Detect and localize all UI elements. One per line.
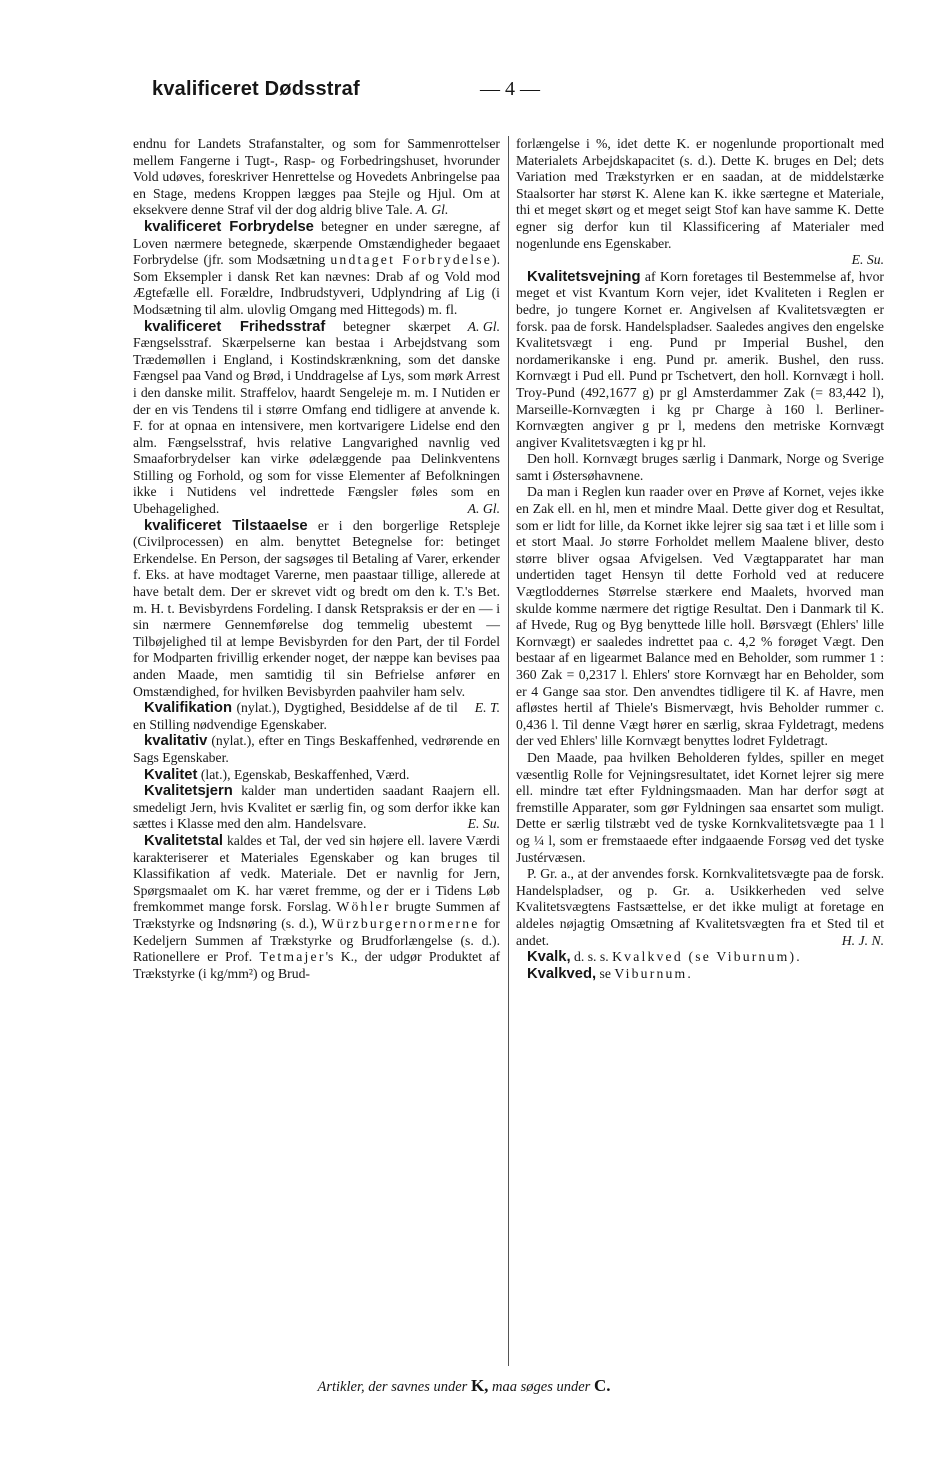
author-signature: E. T.: [474, 700, 500, 716]
entry-kvalitativ: kvalitativ (nylat.), efter en Tings Beskaffenhed, vedrørende en Sags Egenskaber.: [133, 733, 500, 765]
paragraph: Den holl. Kornvægt bruges særlig i Danmark, Norge og Sverige samt i Østersøhavnene.: [516, 451, 884, 483]
paragraph: P. Gr. a., at der anvendes forsk. Kornkvalitetsvægte paa de forsk. Handelspladser, og p. Gr. a. Usikkerheden ved selve Kvalitetsvægtens Fastsættelse, er det ikke muligt at foretage en aldeles nøjagtig Omsætning af Kvalitetsvægten fra et Sted til et andet. H. J. N.: [516, 866, 884, 948]
letter-c: C.: [593, 1376, 611, 1395]
running-headword: kvalificeret Dødsstraf: [152, 78, 360, 100]
entry-headword: kvalitativ: [144, 733, 208, 750]
author-signature: A. Gl.: [467, 318, 500, 334]
entry-kvalitetsvejning: Kvalitetsvejning af Korn foretages til Bestemmelse af, hvor meget et vist Kvantum Korn vejer, idet Kvaliteten i Reglen er bedre, jo tungere Kornet er. Angivelsen af Kvalitetsvægten er forsk. paa de forsk. Handelspladser. Saaledes angives den engelske Kvalitetsvægt i eng. Pund pr Imperial Bushel, den nordamerikanske i eng. Pund pr. amerik. Bushel, den russ. Kornvægt i Pud ell. Pund pr Tschetvert, den holl. Kornvægt i holl. Troy-Pund (492,1677 g) pr gl Amsterdammer Zak (= 83,442 l), Marseille-Kornvægten i kg pr Charge à 160 l. Berliner-Kornvægten angiver g pr l, medens den metriske Kornvægt angiver Kvalitetsvægten i kg pr hl.: [516, 268, 884, 450]
author-signature: A. Gl.: [467, 501, 500, 517]
entry-headword: kvalificeret Frihedsstraf: [144, 318, 326, 335]
footer-note: Artikler, der savnes under K, maa søges under C.: [317, 1376, 611, 1395]
entry-kvalitet: Kvalitet (lat.), Egenskab, Beskaffenhed, Værd.: [144, 766, 410, 783]
entry-headword: Kvalk,: [527, 949, 571, 966]
author-signature: E. Su.: [467, 816, 500, 832]
entry-kvalk: Kvalk, d. s. s. Kvalkved (se Viburnum).: [527, 949, 802, 966]
entry-kvalifikation: Kvalifikation (nylat.), Dygtighed, Besiddelse af de til en Stilling nødvendige Egenskaber.: [133, 700, 458, 732]
paragraph: Den Maade, paa hvilken Beholderen fyldes, spiller en meget væsentlig Rolle for Vejningsresultatet, idet Kornet lejrer sig mere ell. mindre tæt efter Fyldningsmaaden. Man har derfor søgt at fremstille Apparater, som gør Fyldningen saa ensartet som muligt. Dette er særlig tilstræbt ved de tyske Kornkvalitetsvægte paa 1 l og ¼ l, som er fremstaaede efter indgaaende Forsøg ved det tyske Justérvæsen.: [516, 749, 884, 865]
column-divider: [508, 136, 509, 1366]
entry-headword: Kvalitet: [144, 766, 198, 783]
right-column: [516, 136, 884, 982]
entry-headword: Kvalifikation: [144, 700, 232, 717]
author-signature: E. Su.: [851, 252, 884, 268]
entry-kvalitetsjern: Kvalitetsjern kalder man undertiden saadant Raajern ell. smedeligt Jern, hvis Kvalitet er særlig fin, og som derfor ikke kan sættes i Klasse med den alm. Handelsvare. E. Su.: [133, 783, 500, 832]
entry-kvalificeret-tilstaaelse: kvalificeret Tilstaaelse er i den borgerlige Retspleje (Civilprocessen) en alm. benyttet Betegnelse for: betinget Erkendelse. En Person, der sagsøges til Betaling af Varer, erkender f. Eks. at have modtaget Varerne, men paastaar tillige, allerede at have betalt dem. Der er skrevet vidt og bredt om den k. T.'s Bet. m. H. t. Bevisbyrdens Fordeling. I dansk Retspraksis er der en — i sin nærmere Gennemførelse dog temmelig ubestemt — Tilbøjelighed til at lempe Bevisbyrden for den Part, der til Fordel for Modparten frivillig erkender noget, der næppe kan bevises paa anden Maade, men samtidig til sin Befrielse anfører en Omstændighed, for hvilken Bevisbyrden paahviler ham selv. E. T.: [133, 517, 501, 716]
entry-headword: Kvalitetstal: [144, 832, 223, 849]
entry-headword: Kvalitetsvejning: [527, 268, 641, 285]
entry-kvalitetstal: Kvalitetstal kaldes et Tal, der ved sin højere ell. lavere Værdi karakteriserer et Materiales Egenskaber og kan bruges til Klassifikation af vedk. Materiale. Det er navnlig for Jern, Spørgsmaalet om K. har været fremme, og der er i Tidens Løb fremkommet mange forsk. Forslag. Wöhler brugte Summen af Trækstyrke og Indsnøring (s. d.), Würzburgernormerne for Kedeljern Summen af Trækstyrke og Brudforlængelse (s. d.). Rationellere er Prof. Tetmajer's K., der udgør Produktet af Trækstyrke (i kg/mm²) og Brud-: [133, 832, 501, 981]
letter-k: K,: [470, 1376, 489, 1395]
paragraph: forlængelse i %, idet dette K. er nogenlunde proportionalt med Materialets Arbejdskapacitet (s. d.). Dette K. bruges en Del; dets Variation med Trækstyrken er en saadan, at de middelstærke Staalsorter har størst K. Alene kan K. ikke særtegne et Materiale, thi et meget skørt og et meget seigt Stof kan have samme K. Dette egner sig derfor kun til Klassificering af Materialer med nogenlunde ens Egenskaber.: [516, 136, 884, 251]
entry-kvalificeret-forbrydelse: kvalificeret Forbrydelse betegner en under særegne, af Loven nærmere betegnede, skærpende Omstændigheder begaaet Forbrydelse (jfr. som Modsætning undtaget Forbrydelse). Som Eksempler i dansk Ret kan nævnes: Drab af og Vold mod Ægtefælle ell. Forældre, Indbrudstyveri, Udplyndring af Lig (i Modsætning til alm. ulovlig Omgang med Hittegods) m. fl. A. Gl.: [133, 218, 500, 334]
paragraph: endnu for Landets Strafanstalter, og som for Sammenrottelser mellem Fangerne i Tugt-, Rasp- og Forbedringshuset, hvorunder Vold udøves, foreskriver Henrettelse og Hovedets Anbringelse paa en Stage, medens Kroppen lægges paa Stejle og Hjul. Om at eksekvere denne Straf vil der dog aldrig blive Tale. A. Gl.: [133, 136, 500, 218]
entry-kvalkved: Kvalkved, se Viburnum.: [527, 965, 694, 982]
entry-headword: kvalificeret Forbrydelse: [144, 218, 314, 235]
author-signature: H. J. N.: [841, 932, 884, 948]
left-column: [133, 136, 500, 982]
page-number: — 4 —: [480, 78, 540, 100]
entry-kvalificeret-frihedsstraf: kvalificeret Frihedsstraf betegner skærpet Fængselsstraf. Skærpelserne kan bestaa i Arbejdstvang som Trædemøllen i England, i Kostindskrænkning, som det danske Fængsel paa Vand og Brød, i Unddragelse af Lys, som mørk Arrest i den danske milit. Straffelov, haardt Sengeleje m. m. I Nutiden er der en vis Tendens til i større Omfang end tidligere at anvende k. F. for at opnaa en intensivere, men kortvarigere Lidelse end den alm. Fængselsstraf, hvis relative Langvarighed navnlig ved Smaaforbrydelser kan virke ødelæggende paa Delinkventens Stilling og Forhold, og som for visse Elementer af Befolkningen ikke i Nutidens vel indrettede Fængsler føles som en Ubehagelighed. A. Gl.: [133, 318, 500, 517]
entry-headword: kvalificeret Tilstaaelse: [144, 517, 308, 534]
author-signature: A. Gl.: [416, 202, 449, 218]
entry-headword: Kvalitetsjern: [144, 783, 233, 800]
entry-headword: Kvalkved,: [527, 965, 597, 982]
page-header: [152, 78, 784, 108]
paragraph: Da man i Reglen kun raader over en Prøve af Kornet, vejes ikke en Zak ell. en hl, men et mindre Maal. Dette giver dog et Resultat, som er lidt for lille, da Kornet ikke lejrer sig saa tæt i et lille som i et stort Maal. Jo større Forholdet mellem Maalene bliver, desto større bliver ogsaa Afvigelsen. Ved Vægtapparatet har man undertiden taget Hensyn til dette Forhold ved at reducere Vægtloddernes Størrelse stærkere end Maalets, hvorved man skulde komme nærmere det rigtige Resultat. Den i Danmark til K. af Hvede, Rug og Byg benyttede lille holl. Børsvægt (Ehlers' lille Kornvægt) er saaledes indrettet paa c. 4,2 % forøget Vægt. Den bestaar af en ligearmet Balance med en Beholder, som rummer 1 : 360 Zak = 0,2317 l. Ehlers' store Kornvægt har en Beholder, som er 4 Gange saa stor. Den anvendtes tidligere til K. af Havre, men afløstes hertil af Thiele's Bismervægt, hvis Beholder rummer c. 0,436 l. Til denne Vægt hører en særlig, skraa Fyldetragt, medens der ved Ehlers' lille Kornvægt benyttes lodret Fyldetragt.: [516, 484, 884, 749]
